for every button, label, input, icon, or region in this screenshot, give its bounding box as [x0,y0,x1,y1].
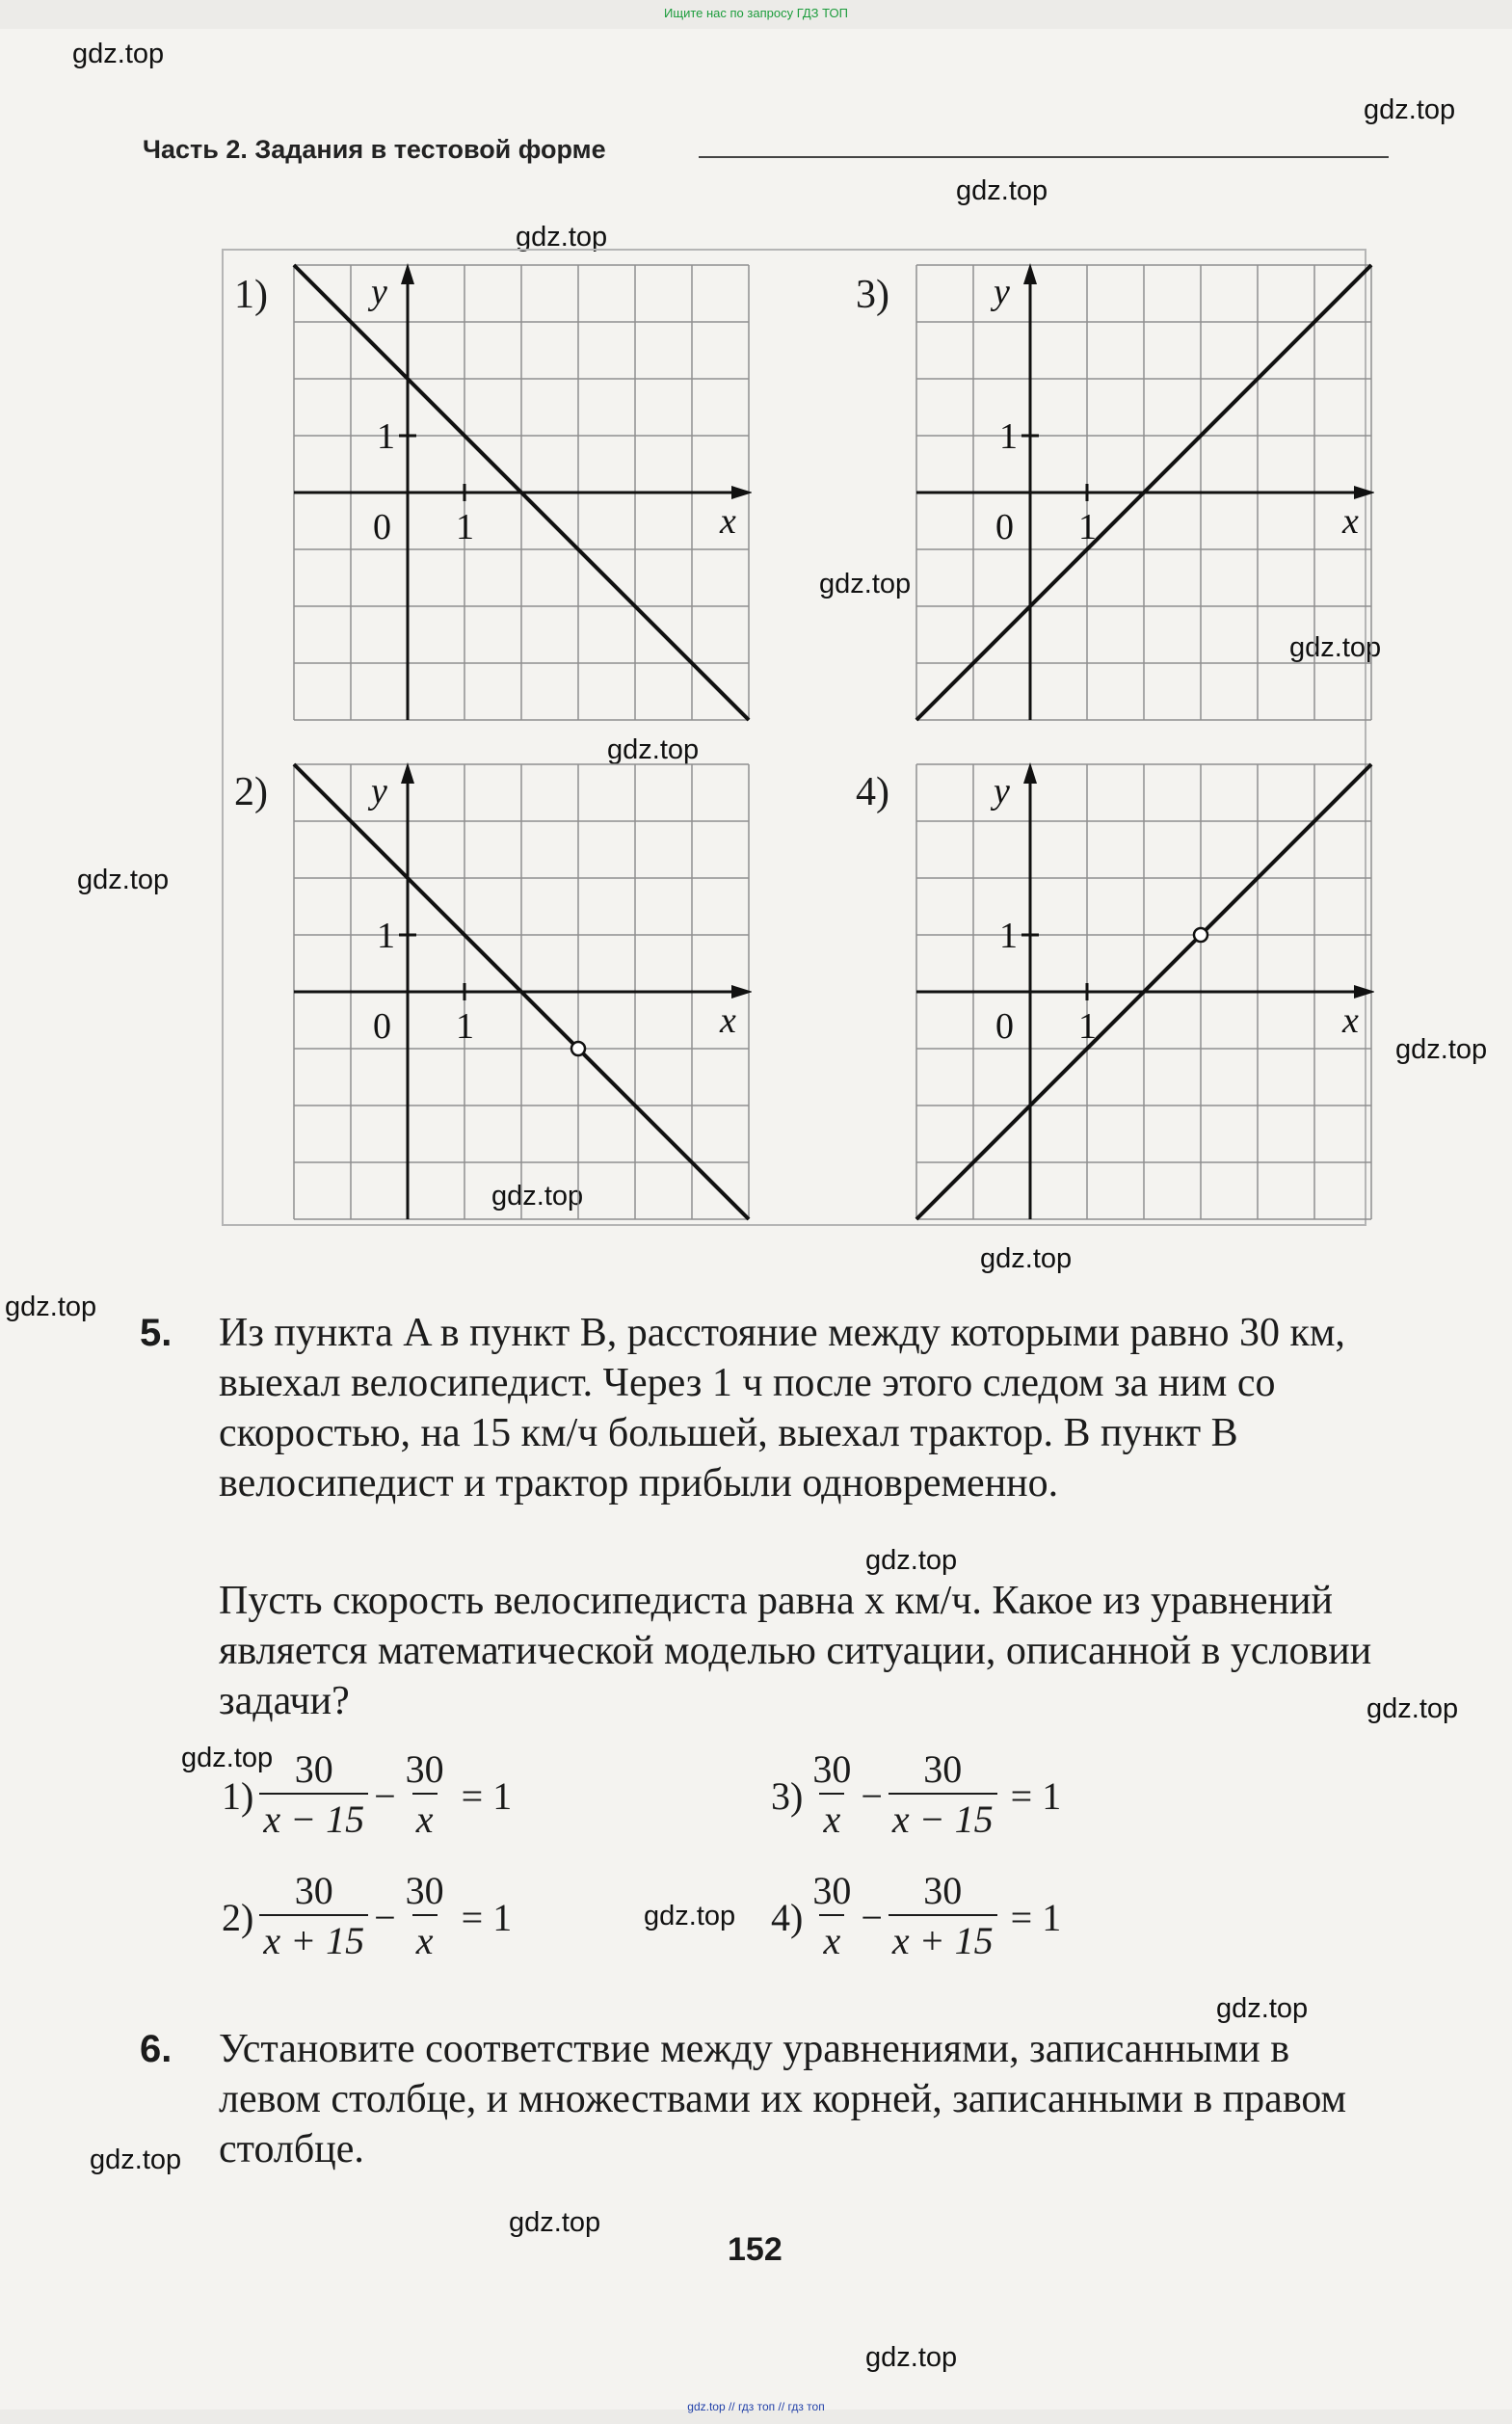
x-axis-label: x [1342,501,1359,542]
minus-sign: − [861,1895,883,1939]
graph-1 [291,262,752,723]
y-axis-arrow [401,263,414,284]
watermark: gdz.top [90,2144,182,2175]
fraction [259,1868,368,1966]
watermark: gdz.top [181,1743,274,1773]
numerator: 30 [923,1747,963,1791]
fraction [809,1746,855,1845]
denominator: x [819,1793,844,1845]
y-unit-label: 1 [377,916,395,956]
denominator: x − 15 [259,1793,368,1845]
option-label: 2) [222,1895,254,1939]
answer-option-3[interactable] [771,1746,1061,1845]
header-rule [699,156,1389,158]
hole-point [571,1042,585,1055]
task-text: Из пункта A в пункт B, расстояние между которыми равно 30 км, выехал велосипедист. Через 1 ч после этого следом за ним со скоростью, на 15 км/ч большей, выехал трактор. В пункт B велосипедист и трактор прибыли одновременно. [219,1311,1345,1505]
watermark: gdz.top [516,222,608,253]
watermark: gdz.top [77,865,170,895]
watermark: gdz.top [1395,1034,1488,1065]
watermark: gdz.top [5,1292,97,1322]
task-5 [140,1308,1393,1508]
answer-option-1[interactable] [222,1746,512,1845]
fraction [259,1746,368,1845]
denominator: x + 15 [259,1914,368,1966]
watermark: gdz.top [72,39,165,69]
minus-sign: − [861,1773,883,1818]
watermark: gdz.top [491,1181,584,1212]
denominator: x [412,1914,438,1966]
y-axis-arrow [401,762,414,784]
origin-label: 0 [995,507,1014,547]
y-axis-label: y [994,272,1010,312]
option-label: 1) [222,1773,254,1818]
fraction [889,1868,997,1966]
watermark: gdz.top [980,1243,1073,1274]
graph-3 [914,262,1374,723]
graph-2 [291,761,752,1222]
watermark: gdz.top [644,1901,736,1931]
origin-label: 0 [373,1006,391,1047]
rhs: = 1 [461,1895,513,1939]
rhs: = 1 [461,1773,513,1818]
x-unit-label: 1 [1078,507,1097,547]
page-number: 152 [728,2231,783,2268]
fraction [402,1868,448,1966]
x-axis-label: x [720,501,736,542]
watermark: gdz.top [865,1545,958,1576]
fraction [809,1868,855,1966]
task-text: Установите соответствие между уравнениями, записанными в левом столбце, и множествами их корней, записанными в правом столбце. [219,2027,1347,2171]
option-label: 4) [771,1895,804,1939]
numerator: 30 [923,1869,963,1912]
answer-option-2[interactable] [222,1868,512,1966]
watermark: gdz.top [1289,632,1382,663]
watermark: gdz.top [819,569,912,599]
watermark: gdz.top [607,734,700,765]
task-number: 6. [140,2028,172,2070]
minus-sign: − [374,1895,396,1939]
y-unit-label: 1 [999,416,1018,457]
watermark: gdz.top [865,2342,958,2373]
rhs: = 1 [1010,1895,1062,1939]
y-unit-label: 1 [999,916,1018,956]
numerator: 30 [405,1747,444,1791]
denominator: x [819,1914,844,1966]
watermark: gdz.top [1366,1693,1459,1724]
graph-label-4: 4) [856,770,889,814]
graph-label-1: 1) [234,273,268,317]
numerator: 30 [294,1747,333,1791]
option-label: 3) [771,1773,804,1818]
watermark: gdz.top [1364,94,1456,125]
hole-point [1194,928,1207,942]
graph-label-2: 2) [234,770,268,814]
task-5-question: Пусть скорость велосипедиста равна x км/ч. Какое из уравнений является математической моделью ситуации, описанной в условии задачи? [219,1579,1372,1723]
task-6 [140,2024,1393,2174]
top-note: Ищите нас по запросу ГДЗ ТОП [664,6,848,20]
denominator: x − 15 [889,1793,997,1845]
x-unit-label: 1 [456,1006,474,1047]
x-axis-label: x [720,1000,736,1041]
graph-label-3: 3) [856,273,889,317]
numerator: 30 [294,1869,333,1912]
y-axis-label: y [371,272,387,312]
watermark: gdz.top [1216,1993,1309,2024]
y-axis-label: y [994,771,1010,812]
y-axis-arrow [1023,263,1037,284]
watermark: gdz.top [956,175,1048,206]
y-axis-arrow [1023,762,1037,784]
rhs: = 1 [1010,1773,1062,1818]
denominator: x [412,1793,438,1845]
fraction [402,1746,448,1845]
minus-sign: − [374,1773,396,1818]
x-unit-label: 1 [1078,1006,1097,1047]
task-number: 5. [140,1312,172,1354]
y-axis-label: y [371,771,387,812]
numerator: 30 [812,1869,852,1912]
footer: gdz.top // гдз топ // гдз топ [687,2400,825,2413]
origin-label: 0 [373,507,391,547]
answer-option-4[interactable] [771,1868,1061,1966]
origin-label: 0 [995,1006,1014,1047]
fraction [889,1746,997,1845]
x-axis-label: x [1342,1000,1359,1041]
denominator: x + 15 [889,1914,997,1966]
graph-4 [914,761,1374,1222]
numerator: 30 [812,1747,852,1791]
x-unit-label: 1 [456,507,474,547]
y-unit-label: 1 [377,416,395,457]
watermark: gdz.top [509,2207,601,2238]
numerator: 30 [405,1869,444,1912]
section-header: Часть 2. Задания в тестовой форме [143,135,606,164]
